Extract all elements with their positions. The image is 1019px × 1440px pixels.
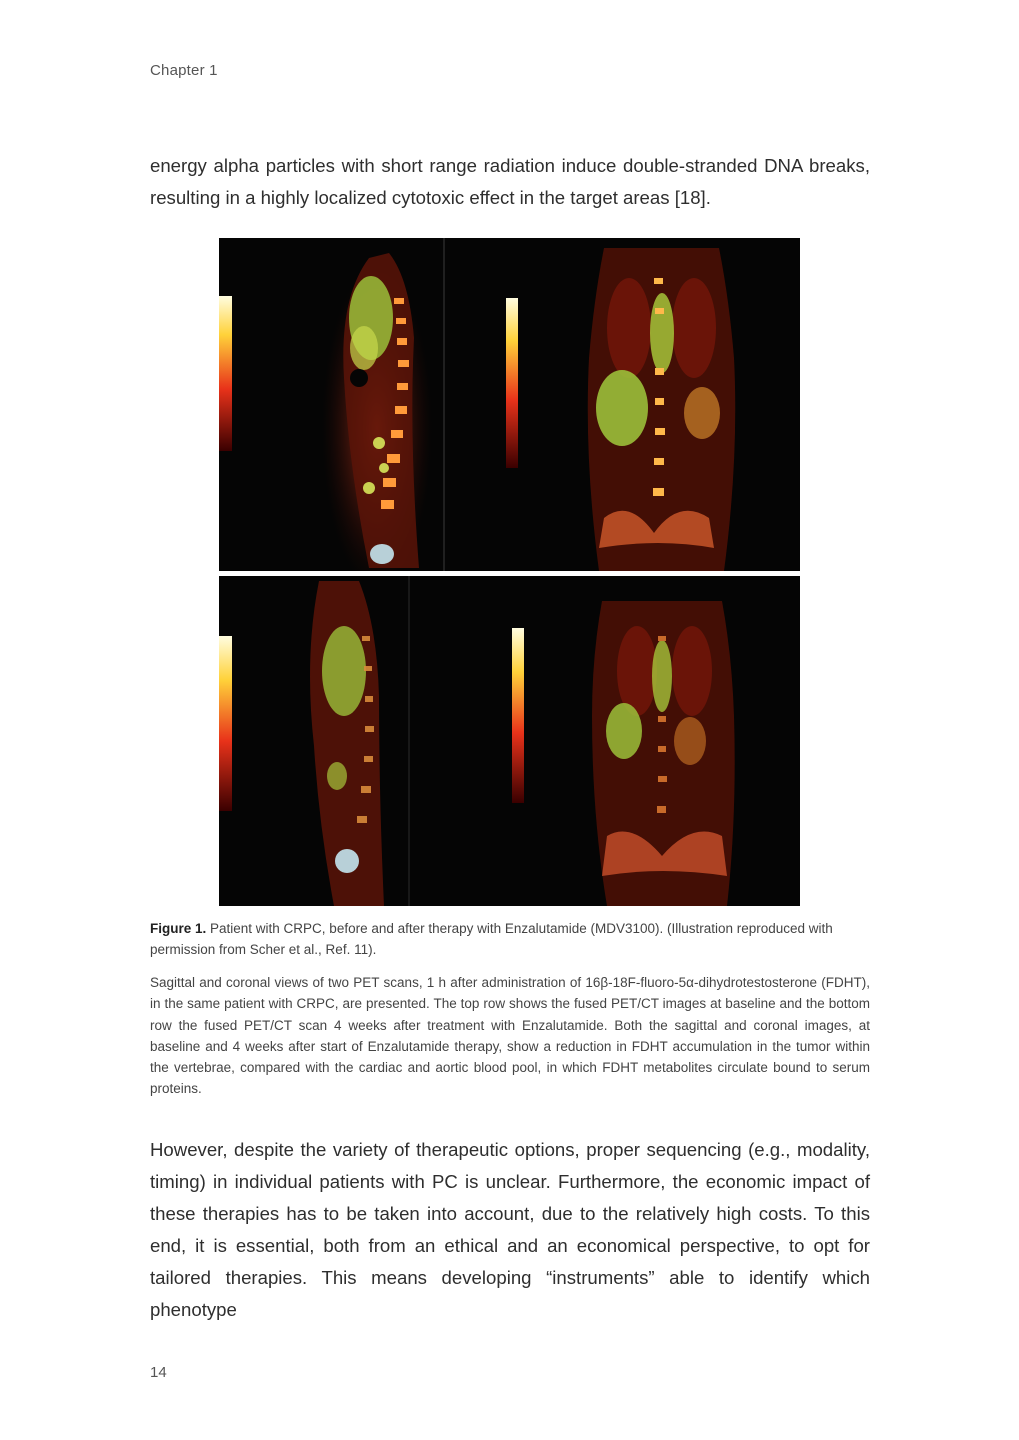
- paragraph-top: energy alpha particles with short range radiation induce double-stranded DNA breaks, resulting in a highly localized cytotoxic effect in the target areas [18].: [150, 155, 870, 208]
- sagittal-post-therapy-scan: [219, 576, 459, 906]
- chapter-header: Chapter 1: [150, 62, 218, 79]
- figure-caption-title: [150, 918, 870, 960]
- figure-description: Sagittal and coronal views of two PET scans, 1 h after administration of 16β-18F-fluoro-5α-dihydrotestosterone (FDHT), in the same patient with CRPC, are presented. The top row shows the fused PET/CT images at baseline and the bottom row the fused PET/CT scan 4 weeks after treatment with Enzalutamide. Both the sagittal and coronal images, at baseline and 4 weeks after start of Enzalutamide therapy, show a reduction in FDHT accumulation in the tumor within the vertebrae, compared with the cardiac and aortic blood pool, in which FDHT metabolites circulate bound to serum proteins.: [150, 975, 870, 1097]
- coronal-baseline-scan: [454, 238, 800, 571]
- figure-title: Patient with CRPC, before and after therapy with Enzalutamide (MDV3100). (Illustration reproduced with permission from Scher et al., Ref. 11).: [150, 921, 833, 957]
- pet-scan-figure: [219, 238, 800, 906]
- figure-label: Figure 1.: [150, 921, 207, 936]
- coronal-post-therapy-scan: [512, 576, 800, 906]
- sagittal-baseline-scan: [219, 238, 454, 571]
- scan-divider: [459, 576, 512, 906]
- page-number: 14: [150, 1364, 167, 1381]
- paragraph-bottom: However, despite the variety of therapeutic options, proper sequencing (e.g., modality, timing) in individual patients with PC is unclear. Furthermore, the economic impact of these therapies has to be taken into account, due to the relatively high costs. To this end, it is essential, both from an ethical and an economical perspective, to opt for tailored therapies. This means developing “instruments” able to identify which phenotype: [150, 1139, 870, 1320]
